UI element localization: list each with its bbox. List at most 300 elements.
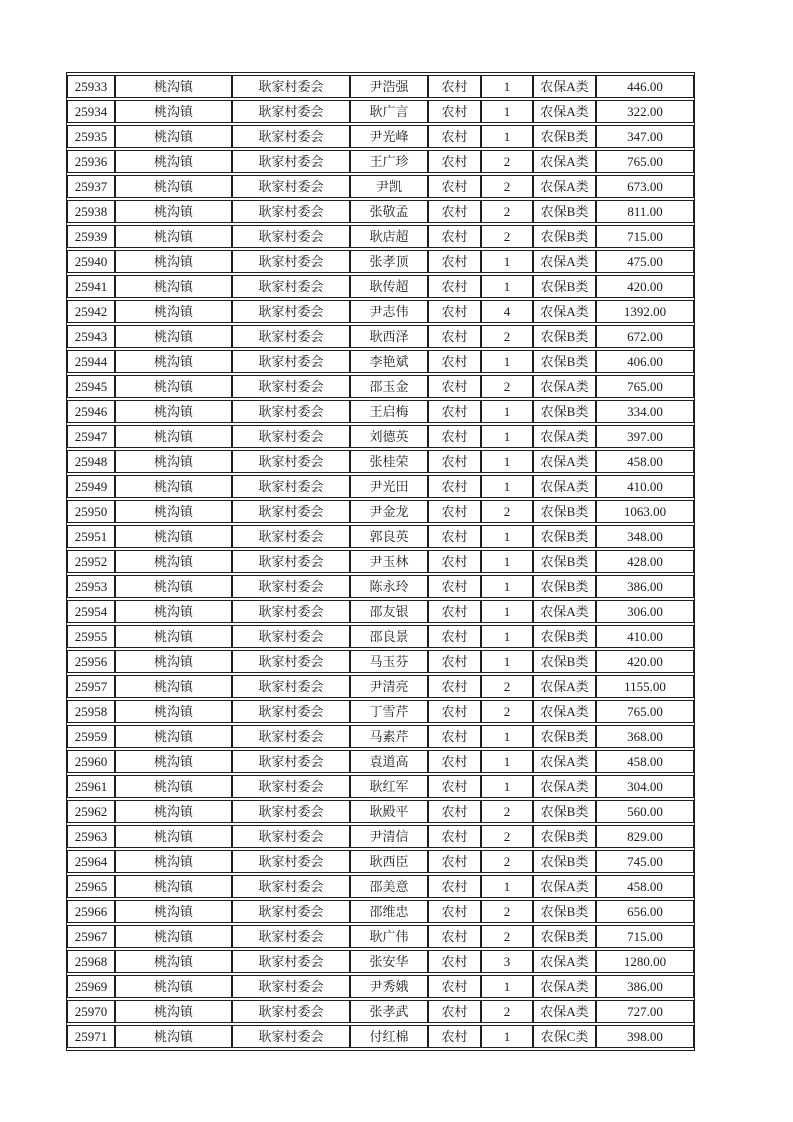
household-type-cell: 农村 (428, 150, 481, 173)
amount-cell: 347.00 (596, 125, 694, 148)
serial-number-cell: 25952 (67, 550, 115, 573)
person-name-cell: 尹光峰 (350, 125, 428, 148)
village-committee-cell: 耿家村委会 (232, 275, 350, 298)
table-row (67, 725, 694, 748)
person-name-cell: 尹浩强 (350, 75, 428, 98)
serial-number-cell: 25938 (67, 200, 115, 223)
household-type-cell: 农村 (428, 550, 481, 573)
person-count-cell: 1 (481, 600, 533, 623)
table-row (67, 75, 694, 98)
table-row (67, 775, 694, 798)
person-name-cell: 丁雪芹 (350, 700, 428, 723)
serial-number-cell: 25960 (67, 750, 115, 773)
amount-cell: 410.00 (596, 475, 694, 498)
person-count-cell: 1 (481, 100, 533, 123)
amount-cell: 386.00 (596, 575, 694, 598)
town-cell: 桃沟镇 (115, 800, 232, 823)
person-count-cell: 2 (481, 900, 533, 923)
serial-number-cell: 25944 (67, 350, 115, 373)
insurance-class-cell: 农保B类 (533, 525, 596, 548)
person-name-cell: 邵良景 (350, 625, 428, 648)
household-type-cell: 农村 (428, 350, 481, 373)
table-row (67, 650, 694, 673)
amount-cell: 560.00 (596, 800, 694, 823)
person-count-cell: 1 (481, 725, 533, 748)
village-committee-cell: 耿家村委会 (232, 100, 350, 123)
person-name-cell: 邵玉金 (350, 375, 428, 398)
table-row (67, 625, 694, 648)
amount-cell: 656.00 (596, 900, 694, 923)
person-count-cell: 2 (481, 1000, 533, 1023)
person-count-cell: 2 (481, 325, 533, 348)
table-row (67, 900, 694, 923)
table-row (67, 600, 694, 623)
amount-cell: 420.00 (596, 275, 694, 298)
household-type-cell: 农村 (428, 825, 481, 848)
amount-cell: 727.00 (596, 1000, 694, 1023)
amount-cell: 765.00 (596, 700, 694, 723)
serial-number-cell: 25970 (67, 1000, 115, 1023)
insurance-class-cell: 农保A类 (533, 700, 596, 723)
village-committee-cell: 耿家村委会 (232, 775, 350, 798)
serial-number-cell: 25936 (67, 150, 115, 173)
village-committee-cell: 耿家村委会 (232, 175, 350, 198)
person-name-cell: 张敬孟 (350, 200, 428, 223)
household-type-cell: 农村 (428, 700, 481, 723)
household-type-cell: 农村 (428, 450, 481, 473)
person-name-cell: 张桂荣 (350, 450, 428, 473)
insurance-class-cell: 农保A类 (533, 250, 596, 273)
insurance-class-cell: 农保A类 (533, 175, 596, 198)
amount-cell: 458.00 (596, 450, 694, 473)
amount-cell: 398.00 (596, 1025, 694, 1048)
town-cell: 桃沟镇 (115, 600, 232, 623)
person-count-cell: 1 (481, 1025, 533, 1048)
table-row (67, 175, 694, 198)
amount-cell: 1155.00 (596, 675, 694, 698)
table-row (67, 525, 694, 548)
person-name-cell: 耿西臣 (350, 850, 428, 873)
village-committee-cell: 耿家村委会 (232, 875, 350, 898)
insurance-class-cell: 农保A类 (533, 675, 596, 698)
person-count-cell: 1 (481, 400, 533, 423)
household-type-cell: 农村 (428, 1025, 481, 1048)
person-count-cell: 1 (481, 550, 533, 573)
village-committee-cell: 耿家村委会 (232, 625, 350, 648)
person-count-cell: 2 (481, 925, 533, 948)
amount-cell: 322.00 (596, 100, 694, 123)
person-count-cell: 1 (481, 125, 533, 148)
amount-cell: 475.00 (596, 250, 694, 273)
person-count-cell: 1 (481, 625, 533, 648)
household-type-cell: 农村 (428, 950, 481, 973)
household-type-cell: 农村 (428, 575, 481, 598)
village-committee-cell: 耿家村委会 (232, 925, 350, 948)
amount-cell: 428.00 (596, 550, 694, 573)
table-row (67, 450, 694, 473)
amount-cell: 420.00 (596, 650, 694, 673)
insurance-class-cell: 农保C类 (533, 1025, 596, 1048)
serial-number-cell: 25949 (67, 475, 115, 498)
serial-number-cell: 25950 (67, 500, 115, 523)
household-type-cell: 农村 (428, 725, 481, 748)
insurance-class-cell: 农保B类 (533, 925, 596, 948)
serial-number-cell: 25958 (67, 700, 115, 723)
table-row (67, 700, 694, 723)
person-name-cell: 刘德英 (350, 425, 428, 448)
village-committee-cell: 耿家村委会 (232, 500, 350, 523)
town-cell: 桃沟镇 (115, 500, 232, 523)
town-cell: 桃沟镇 (115, 725, 232, 748)
serial-number-cell: 25940 (67, 250, 115, 273)
amount-cell: 1063.00 (596, 500, 694, 523)
household-type-cell: 农村 (428, 400, 481, 423)
village-committee-cell: 耿家村委会 (232, 725, 350, 748)
insurance-class-cell: 农保B类 (533, 550, 596, 573)
village-committee-cell: 耿家村委会 (232, 650, 350, 673)
town-cell: 桃沟镇 (115, 400, 232, 423)
household-type-cell: 农村 (428, 225, 481, 248)
insurance-class-cell: 农保B类 (533, 225, 596, 248)
amount-cell: 368.00 (596, 725, 694, 748)
insurance-class-cell: 农保A类 (533, 775, 596, 798)
household-type-cell: 农村 (428, 975, 481, 998)
table-row (67, 150, 694, 173)
table-row (67, 125, 694, 148)
person-name-cell: 张安华 (350, 950, 428, 973)
town-cell: 桃沟镇 (115, 825, 232, 848)
person-count-cell: 1 (481, 750, 533, 773)
town-cell: 桃沟镇 (115, 425, 232, 448)
town-cell: 桃沟镇 (115, 350, 232, 373)
town-cell: 桃沟镇 (115, 100, 232, 123)
person-name-cell: 耿广伟 (350, 925, 428, 948)
table-row (67, 500, 694, 523)
household-type-cell: 农村 (428, 650, 481, 673)
serial-number-cell: 25963 (67, 825, 115, 848)
village-committee-cell: 耿家村委会 (232, 550, 350, 573)
amount-cell: 386.00 (596, 975, 694, 998)
village-committee-cell: 耿家村委会 (232, 350, 350, 373)
serial-number-cell: 25966 (67, 900, 115, 923)
person-count-cell: 2 (481, 675, 533, 698)
serial-number-cell: 25962 (67, 800, 115, 823)
town-cell: 桃沟镇 (115, 925, 232, 948)
person-name-cell: 耿店超 (350, 225, 428, 248)
table-row (67, 850, 694, 873)
serial-number-cell: 25961 (67, 775, 115, 798)
insurance-class-cell: 农保A类 (533, 600, 596, 623)
town-cell: 桃沟镇 (115, 575, 232, 598)
town-cell: 桃沟镇 (115, 950, 232, 973)
table-row (67, 400, 694, 423)
town-cell: 桃沟镇 (115, 650, 232, 673)
serial-number-cell: 25947 (67, 425, 115, 448)
person-name-cell: 尹清亮 (350, 675, 428, 698)
person-name-cell: 尹秀娥 (350, 975, 428, 998)
amount-cell: 306.00 (596, 600, 694, 623)
insurance-class-cell: 农保B类 (533, 575, 596, 598)
table-row (67, 100, 694, 123)
village-committee-cell: 耿家村委会 (232, 75, 350, 98)
person-name-cell: 付红棉 (350, 1025, 428, 1048)
amount-cell: 715.00 (596, 925, 694, 948)
person-count-cell: 1 (481, 75, 533, 98)
amount-cell: 829.00 (596, 825, 694, 848)
serial-number-cell: 25942 (67, 300, 115, 323)
serial-number-cell: 25955 (67, 625, 115, 648)
person-count-cell: 2 (481, 700, 533, 723)
serial-number-cell: 25956 (67, 650, 115, 673)
person-name-cell: 张孝武 (350, 1000, 428, 1023)
household-type-cell: 农村 (428, 850, 481, 873)
village-committee-cell: 耿家村委会 (232, 375, 350, 398)
table-row (67, 200, 694, 223)
table-row (67, 225, 694, 248)
household-type-cell: 农村 (428, 925, 481, 948)
serial-number-cell: 25951 (67, 525, 115, 548)
person-name-cell: 尹光田 (350, 475, 428, 498)
person-count-cell: 2 (481, 150, 533, 173)
person-name-cell: 尹金龙 (350, 500, 428, 523)
person-name-cell: 尹清信 (350, 825, 428, 848)
insurance-class-cell: 农保B类 (533, 825, 596, 848)
person-name-cell: 陈永玲 (350, 575, 428, 598)
town-cell: 桃沟镇 (115, 525, 232, 548)
insurance-class-cell: 农保B类 (533, 725, 596, 748)
person-count-cell: 1 (481, 875, 533, 898)
person-name-cell: 耿西泽 (350, 325, 428, 348)
village-committee-cell: 耿家村委会 (232, 475, 350, 498)
person-name-cell: 耿传超 (350, 275, 428, 298)
insurance-class-cell: 农保B类 (533, 800, 596, 823)
household-type-cell: 农村 (428, 325, 481, 348)
village-committee-cell: 耿家村委会 (232, 850, 350, 873)
person-name-cell: 王广珍 (350, 150, 428, 173)
insurance-class-cell: 农保B类 (533, 400, 596, 423)
town-cell: 桃沟镇 (115, 300, 232, 323)
insurance-class-cell: 农保B类 (533, 900, 596, 923)
household-type-cell: 农村 (428, 525, 481, 548)
household-type-cell: 农村 (428, 100, 481, 123)
person-name-cell: 尹凯 (350, 175, 428, 198)
village-committee-cell: 耿家村委会 (232, 400, 350, 423)
insurance-class-cell: 农保A类 (533, 75, 596, 98)
town-cell: 桃沟镇 (115, 250, 232, 273)
household-type-cell: 农村 (428, 475, 481, 498)
household-type-cell: 农村 (428, 250, 481, 273)
amount-cell: 1280.00 (596, 950, 694, 973)
person-name-cell: 马素芹 (350, 725, 428, 748)
village-committee-cell: 耿家村委会 (232, 125, 350, 148)
village-committee-cell: 耿家村委会 (232, 825, 350, 848)
household-type-cell: 农村 (428, 675, 481, 698)
table-row (67, 300, 694, 323)
insurance-class-cell: 农保A类 (533, 1000, 596, 1023)
insurance-class-cell: 农保B类 (533, 850, 596, 873)
serial-number-cell: 25968 (67, 950, 115, 973)
table-row (67, 975, 694, 998)
town-cell: 桃沟镇 (115, 200, 232, 223)
village-committee-cell: 耿家村委会 (232, 575, 350, 598)
person-name-cell: 邵维忠 (350, 900, 428, 923)
serial-number-cell: 25959 (67, 725, 115, 748)
serial-number-cell: 25941 (67, 275, 115, 298)
amount-cell: 673.00 (596, 175, 694, 198)
village-committee-cell: 耿家村委会 (232, 250, 350, 273)
village-committee-cell: 耿家村委会 (232, 600, 350, 623)
amount-cell: 745.00 (596, 850, 694, 873)
person-count-cell: 1 (481, 350, 533, 373)
insurance-class-cell: 农保B类 (533, 350, 596, 373)
town-cell: 桃沟镇 (115, 900, 232, 923)
serial-number-cell: 25953 (67, 575, 115, 598)
insurance-class-cell: 农保A类 (533, 875, 596, 898)
household-type-cell: 农村 (428, 775, 481, 798)
serial-number-cell: 25933 (67, 75, 115, 98)
table-row (67, 425, 694, 448)
person-count-cell: 2 (481, 500, 533, 523)
insurance-class-cell: 农保A类 (533, 975, 596, 998)
table-row (67, 250, 694, 273)
insurance-class-cell: 农保B类 (533, 625, 596, 648)
person-count-cell: 2 (481, 200, 533, 223)
village-committee-cell: 耿家村委会 (232, 900, 350, 923)
table-row (67, 575, 694, 598)
household-type-cell: 农村 (428, 200, 481, 223)
amount-cell: 304.00 (596, 775, 694, 798)
serial-number-cell: 25937 (67, 175, 115, 198)
table-row (67, 375, 694, 398)
table-row (67, 925, 694, 948)
village-committee-cell: 耿家村委会 (232, 150, 350, 173)
household-type-cell: 农村 (428, 900, 481, 923)
village-committee-cell: 耿家村委会 (232, 800, 350, 823)
town-cell: 桃沟镇 (115, 275, 232, 298)
insurance-class-cell: 农保B类 (533, 500, 596, 523)
person-count-cell: 1 (481, 450, 533, 473)
amount-cell: 765.00 (596, 375, 694, 398)
table-row (67, 950, 694, 973)
serial-number-cell: 25965 (67, 875, 115, 898)
person-count-cell: 1 (481, 975, 533, 998)
village-committee-cell: 耿家村委会 (232, 525, 350, 548)
person-name-cell: 张孝顶 (350, 250, 428, 273)
table-row (67, 675, 694, 698)
benefit-roster-table (66, 72, 695, 1051)
amount-cell: 458.00 (596, 875, 694, 898)
insurance-class-cell: 农保A类 (533, 375, 596, 398)
village-committee-cell: 耿家村委会 (232, 225, 350, 248)
town-cell: 桃沟镇 (115, 675, 232, 698)
person-count-cell: 2 (481, 850, 533, 873)
household-type-cell: 农村 (428, 875, 481, 898)
amount-cell: 715.00 (596, 225, 694, 248)
insurance-class-cell: 农保A类 (533, 150, 596, 173)
household-type-cell: 农村 (428, 75, 481, 98)
village-committee-cell: 耿家村委会 (232, 1025, 350, 1048)
person-name-cell: 马玉芬 (350, 650, 428, 673)
amount-cell: 672.00 (596, 325, 694, 348)
table-row (67, 1025, 694, 1048)
town-cell: 桃沟镇 (115, 975, 232, 998)
household-type-cell: 农村 (428, 125, 481, 148)
village-committee-cell: 耿家村委会 (232, 300, 350, 323)
household-type-cell: 农村 (428, 275, 481, 298)
village-committee-cell: 耿家村委会 (232, 1000, 350, 1023)
person-count-cell: 3 (481, 950, 533, 973)
household-type-cell: 农村 (428, 375, 481, 398)
person-name-cell: 邵友银 (350, 600, 428, 623)
serial-number-cell: 25957 (67, 675, 115, 698)
town-cell: 桃沟镇 (115, 150, 232, 173)
town-cell: 桃沟镇 (115, 625, 232, 648)
town-cell: 桃沟镇 (115, 225, 232, 248)
insurance-class-cell: 农保A类 (533, 475, 596, 498)
table-row (67, 475, 694, 498)
town-cell: 桃沟镇 (115, 475, 232, 498)
household-type-cell: 农村 (428, 300, 481, 323)
table-row (67, 275, 694, 298)
person-count-cell: 1 (481, 575, 533, 598)
serial-number-cell: 25971 (67, 1025, 115, 1048)
person-name-cell: 尹志伟 (350, 300, 428, 323)
town-cell: 桃沟镇 (115, 175, 232, 198)
town-cell: 桃沟镇 (115, 850, 232, 873)
amount-cell: 406.00 (596, 350, 694, 373)
person-name-cell: 耿红军 (350, 775, 428, 798)
household-type-cell: 农村 (428, 600, 481, 623)
table-row (67, 825, 694, 848)
village-committee-cell: 耿家村委会 (232, 200, 350, 223)
table-row (67, 350, 694, 373)
serial-number-cell: 25943 (67, 325, 115, 348)
amount-cell: 348.00 (596, 525, 694, 548)
serial-number-cell: 25934 (67, 100, 115, 123)
village-committee-cell: 耿家村委会 (232, 700, 350, 723)
serial-number-cell: 25948 (67, 450, 115, 473)
person-count-cell: 1 (481, 775, 533, 798)
person-count-cell: 1 (481, 650, 533, 673)
person-name-cell: 袁道高 (350, 750, 428, 773)
insurance-class-cell: 农保B类 (533, 275, 596, 298)
person-count-cell: 4 (481, 300, 533, 323)
amount-cell: 410.00 (596, 625, 694, 648)
person-name-cell: 尹玉林 (350, 550, 428, 573)
serial-number-cell: 25964 (67, 850, 115, 873)
person-count-cell: 2 (481, 825, 533, 848)
insurance-class-cell: 农保A类 (533, 100, 596, 123)
town-cell: 桃沟镇 (115, 1025, 232, 1048)
person-name-cell: 郭良英 (350, 525, 428, 548)
amount-cell: 811.00 (596, 200, 694, 223)
insurance-class-cell: 农保A类 (533, 425, 596, 448)
town-cell: 桃沟镇 (115, 750, 232, 773)
person-name-cell: 邵美意 (350, 875, 428, 898)
town-cell: 桃沟镇 (115, 125, 232, 148)
table-row (67, 750, 694, 773)
person-count-cell: 1 (481, 525, 533, 548)
town-cell: 桃沟镇 (115, 75, 232, 98)
table-row (67, 875, 694, 898)
table-row (67, 800, 694, 823)
amount-cell: 397.00 (596, 425, 694, 448)
amount-cell: 334.00 (596, 400, 694, 423)
person-count-cell: 1 (481, 425, 533, 448)
insurance-class-cell: 农保A类 (533, 950, 596, 973)
serial-number-cell: 25969 (67, 975, 115, 998)
insurance-class-cell: 农保A类 (533, 750, 596, 773)
